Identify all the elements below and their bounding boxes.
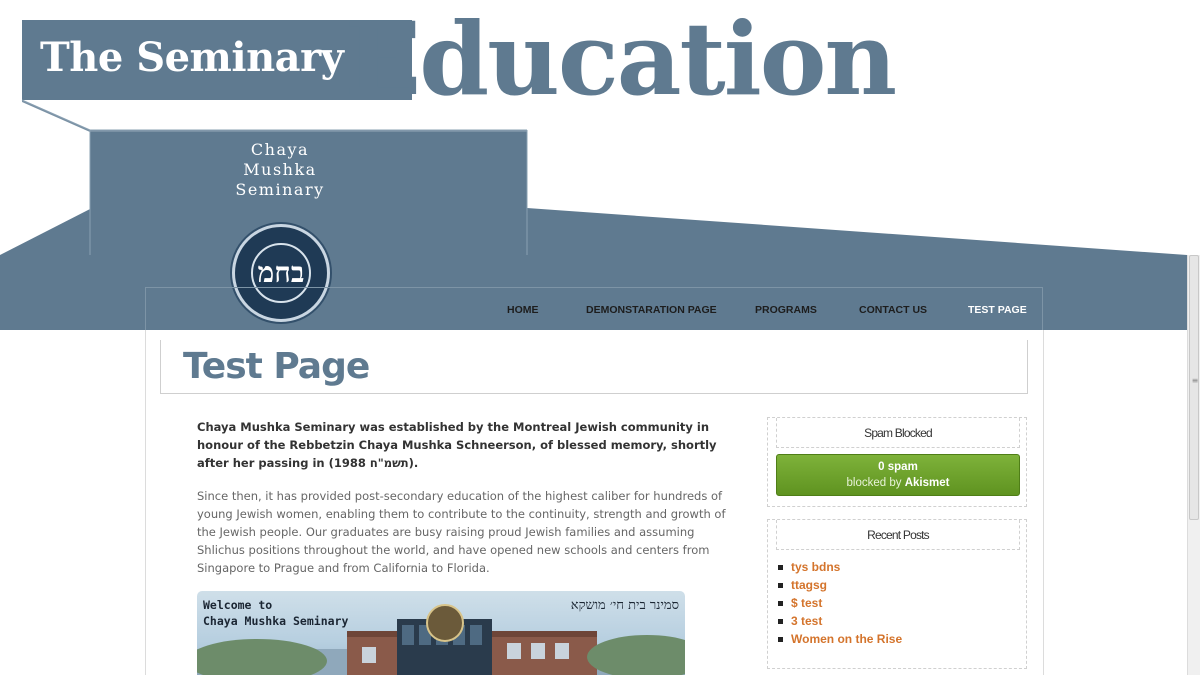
welcome-line: Chaya Mushka Seminary <box>203 614 349 628</box>
nav-item-home[interactable]: HOME <box>507 304 539 316</box>
nav-item-programs[interactable]: PROGRAMS <box>755 304 817 316</box>
seminary-logo-text[interactable] <box>200 140 360 200</box>
body-paragraph: Since then, it has provided post-secondary education of the highest caliber for hundreds of young Jewish women, enabling them to contribute to the continuity, strength and growth of the Jewish people. Our graduates are busy raising proud Jewish families and assuming Shlichus positions throughout the world, and have opened new schools and centers from Singapore to Prague and from California to Florida. <box>197 489 726 575</box>
widget-title-box <box>776 418 1020 448</box>
recent-posts-widget <box>767 519 1027 669</box>
widget-title-box <box>776 520 1020 550</box>
vertical-scrollbar[interactable] <box>1187 255 1200 675</box>
logo-line: Seminary <box>235 180 325 199</box>
akismet-link[interactable]: Akismet <box>904 477 950 489</box>
widget-title: Spam Blocked <box>864 426 932 440</box>
logo-line: Mushka <box>243 160 317 179</box>
welcome-line: Welcome to <box>203 598 273 612</box>
spam-by-line <box>777 475 1019 491</box>
nav-item-test-page[interactable]: TEST PAGE <box>968 304 1027 316</box>
site-brand-subtitle: Education <box>345 0 896 118</box>
main-nav <box>145 287 1043 330</box>
welcome-caption <box>203 597 348 629</box>
intro-paragraph: Chaya Mushka Seminary was established by the Montreal Jewish community in honour of the Rebbetzin Chaya Mushka Schneerson, of blessed memory, shortly after her passing in (תשמ"ח 1988). <box>197 420 717 470</box>
grip-icon: ≡ <box>1191 376 1199 385</box>
page-title: Test Page <box>183 346 370 387</box>
site-brand-title[interactable]: The Seminary | <box>40 34 371 81</box>
hebrew-caption: סמינר בית חי׳ מושקא <box>570 598 679 613</box>
recent-post-link[interactable]: $ test <box>778 594 902 612</box>
scrollbar-thumb[interactable] <box>1189 255 1199 520</box>
recent-posts-list <box>778 558 902 648</box>
spam-blocked-widget <box>767 417 1027 507</box>
seminary-building-image <box>197 591 685 675</box>
recent-post-link[interactable]: tys bdns <box>778 558 902 576</box>
akismet-spam-button[interactable] <box>776 454 1020 496</box>
nav-item-contact-us[interactable]: CONTACT US <box>859 304 928 316</box>
recent-post-link[interactable]: ttagsg <box>778 576 902 594</box>
recent-post-link[interactable]: Women on the Rise <box>778 630 902 648</box>
logo-line: Chaya <box>250 140 310 159</box>
emblem-letters: בחמ <box>251 243 311 303</box>
recent-post-link[interactable]: 3 test <box>778 612 902 630</box>
spam-by-prefix: blocked by <box>846 477 902 489</box>
widget-title: Recent Posts <box>867 528 929 542</box>
spam-count: 0 spam <box>878 461 918 473</box>
nav-item-demonstaration-page[interactable]: DEMONSTARATION PAGE <box>586 304 717 316</box>
